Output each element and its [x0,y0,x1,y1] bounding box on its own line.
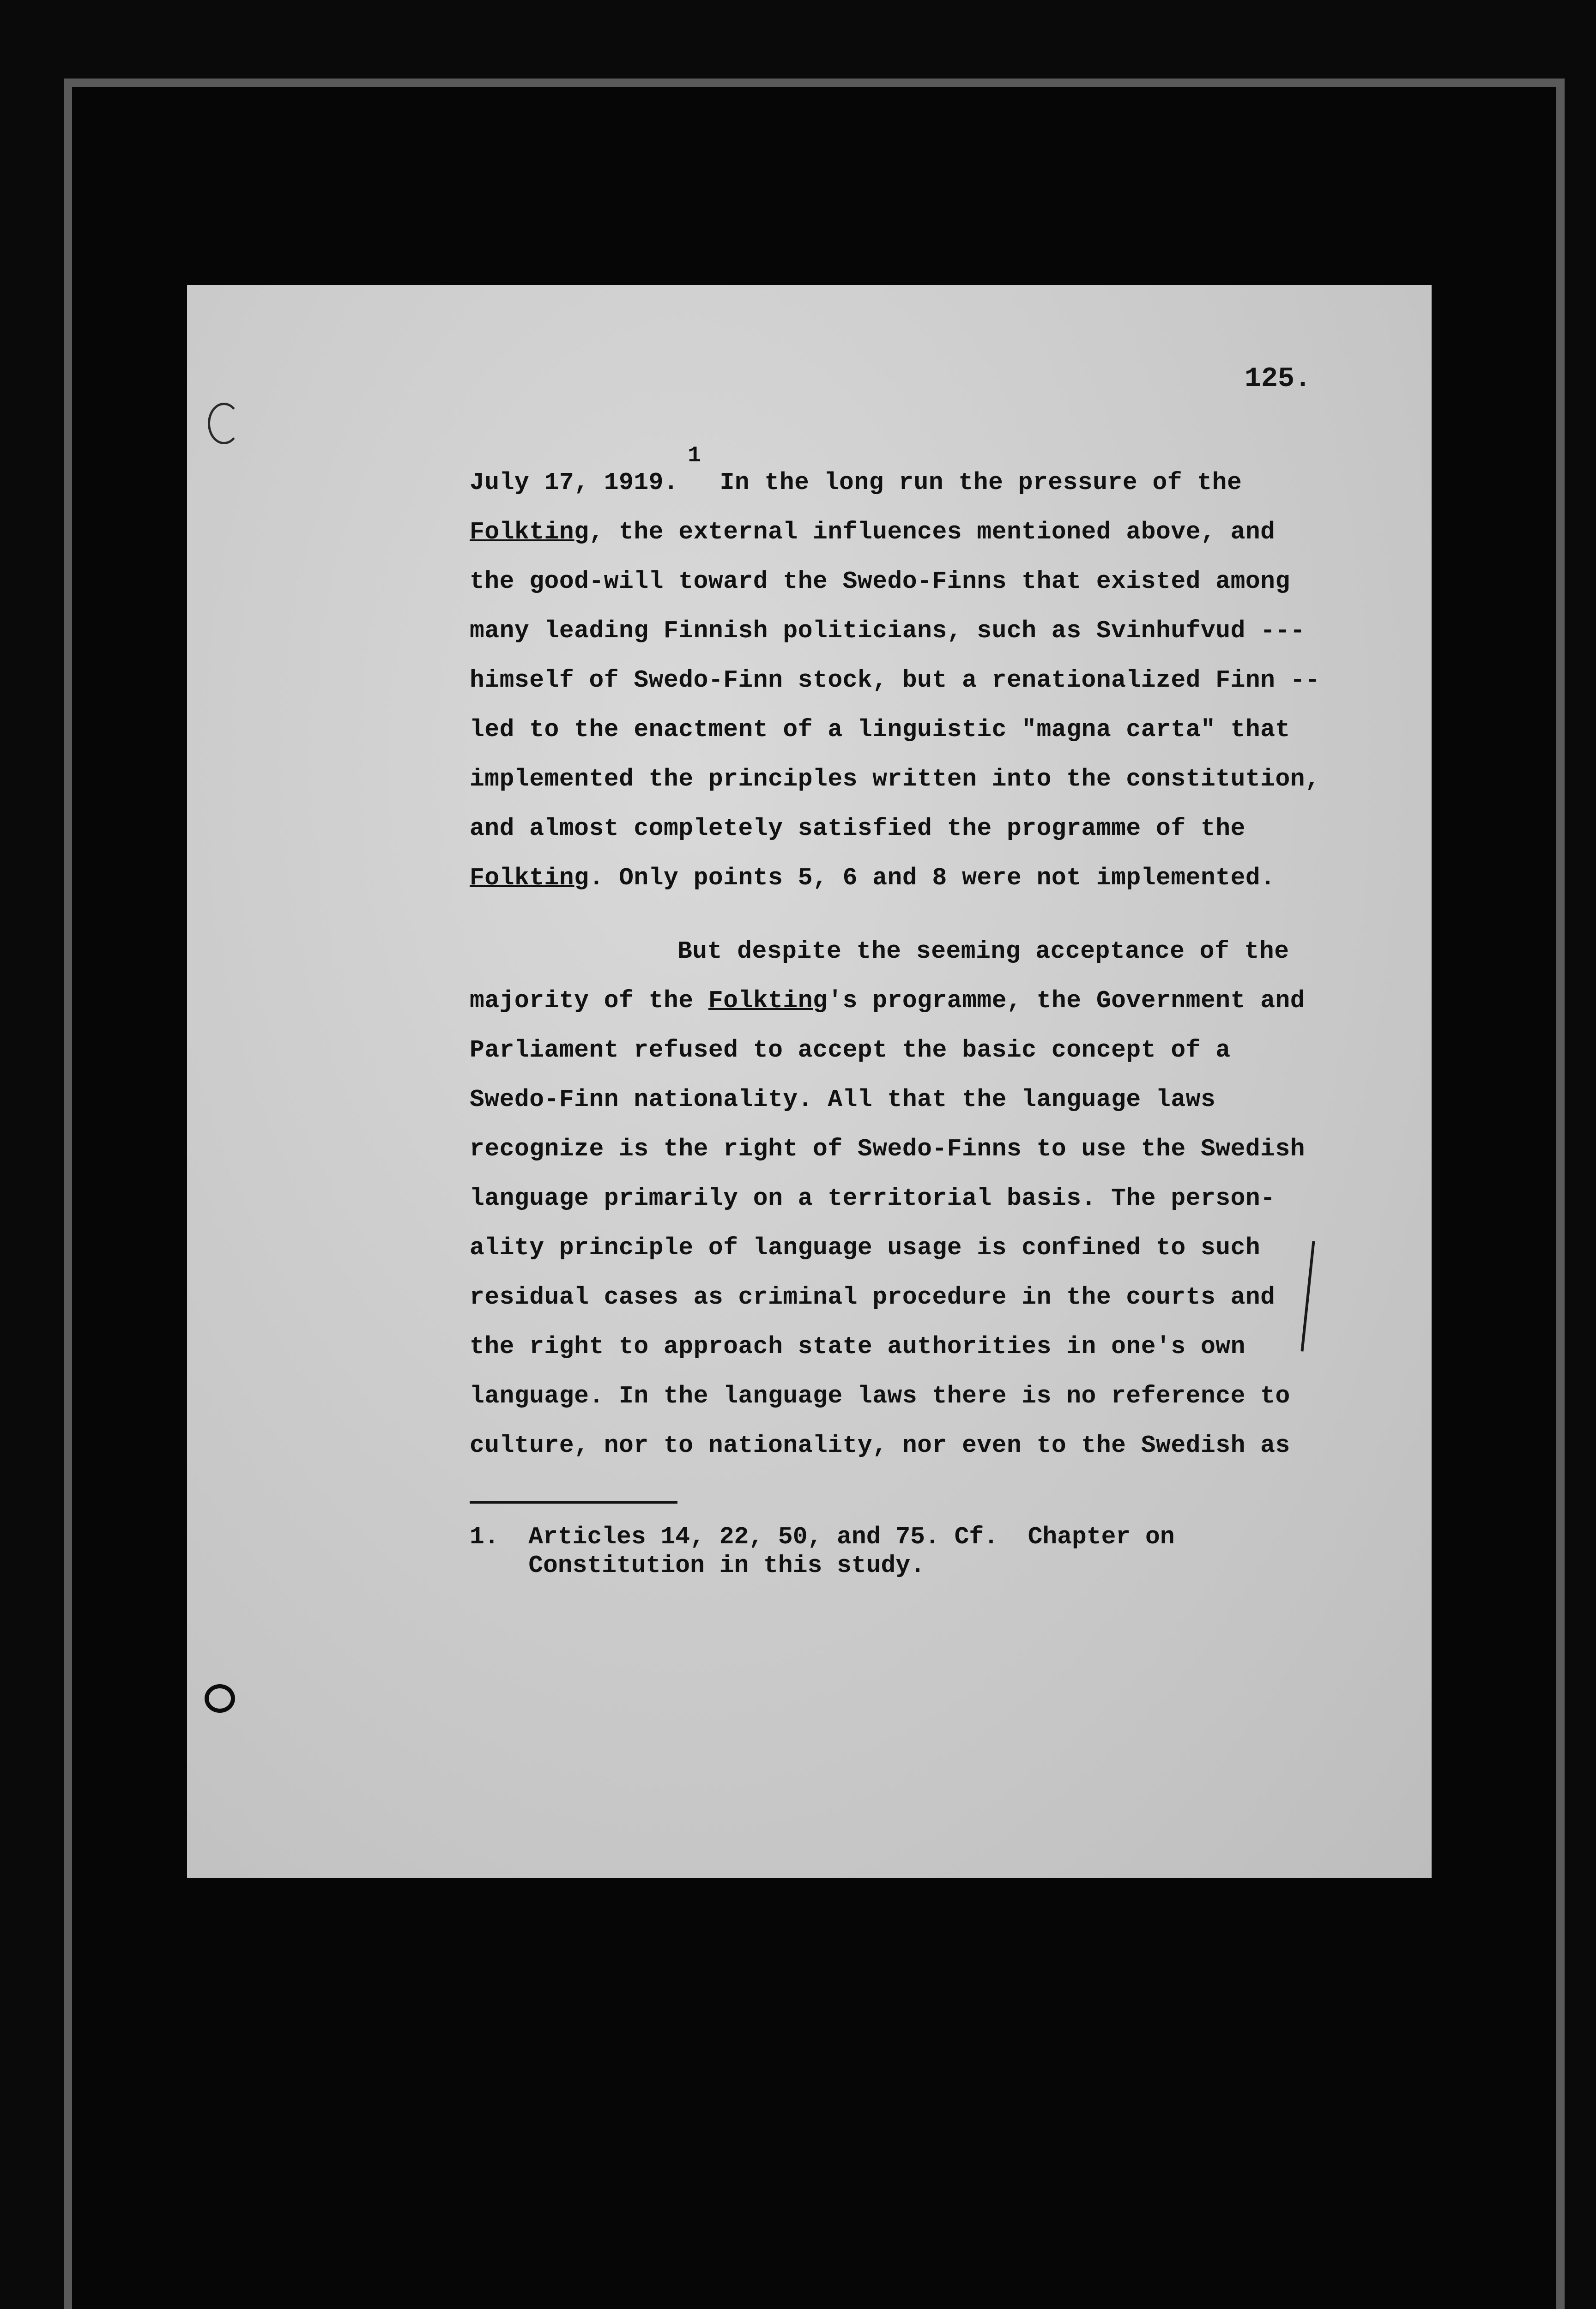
text-line: Parliament refused to accept the basic concept of a [470,1036,1231,1064]
text-line: majority of the Folkting's programme, the Government and [470,987,1306,1015]
punch-hole-mark [205,1684,235,1713]
text-line: ality principle of language usage is confined to such [470,1234,1261,1262]
text-line: July 17, 1919.1In the long run the pressure of the [470,443,1242,496]
body-text [470,443,1342,1470]
text-line: language. In the language laws there is no reference to [470,1382,1290,1410]
document-page [187,285,1432,1878]
text-line: the good-will toward the Swedo-Finns that existed among [470,568,1290,595]
text-line: recognize is the right of Swedo-Finns to use the Swedish [470,1135,1306,1163]
text-line: led to the enactment of a linguistic "magna carta" that [470,716,1290,743]
text-line: the right to approach state authorities in one's own [470,1333,1245,1360]
footnote-rule [470,1501,677,1504]
text-line: residual cases as criminal procedure in the courts and [470,1283,1276,1311]
text-line: Folkting, the external influences mentioned above, and [470,518,1276,546]
text-line: Folkting. Only points 5, 6 and 8 were not implemented. [470,864,1276,892]
text-line: language primarily on a territorial basis. The person- [470,1185,1276,1212]
text-line: Swedo-Finn nationality. All that the language laws [470,1086,1216,1113]
text-line: many leading Finnish politicians, such as Svinhufvud --- [470,617,1306,645]
page-number: 125. [1245,363,1312,395]
text-line: implemented the principles written into the constitution, [470,765,1320,793]
stray-mark [208,403,240,444]
text-line: and almost completely satisfied the programme of the [470,815,1245,842]
footnote-ref: 1 [688,443,701,468]
footnote: 1. Articles 14, 22, 50, and 75. Cf. Chapter on Constitution in this study. [470,1523,1175,1579]
text-line: But despite the seeming acceptance of the [677,937,1289,965]
text-line: culture, nor to nationality, nor even to the Swedish as [470,1432,1290,1459]
text-line: himself of Swedo-Finn stock, but a renationalized Finn -- [470,666,1320,694]
